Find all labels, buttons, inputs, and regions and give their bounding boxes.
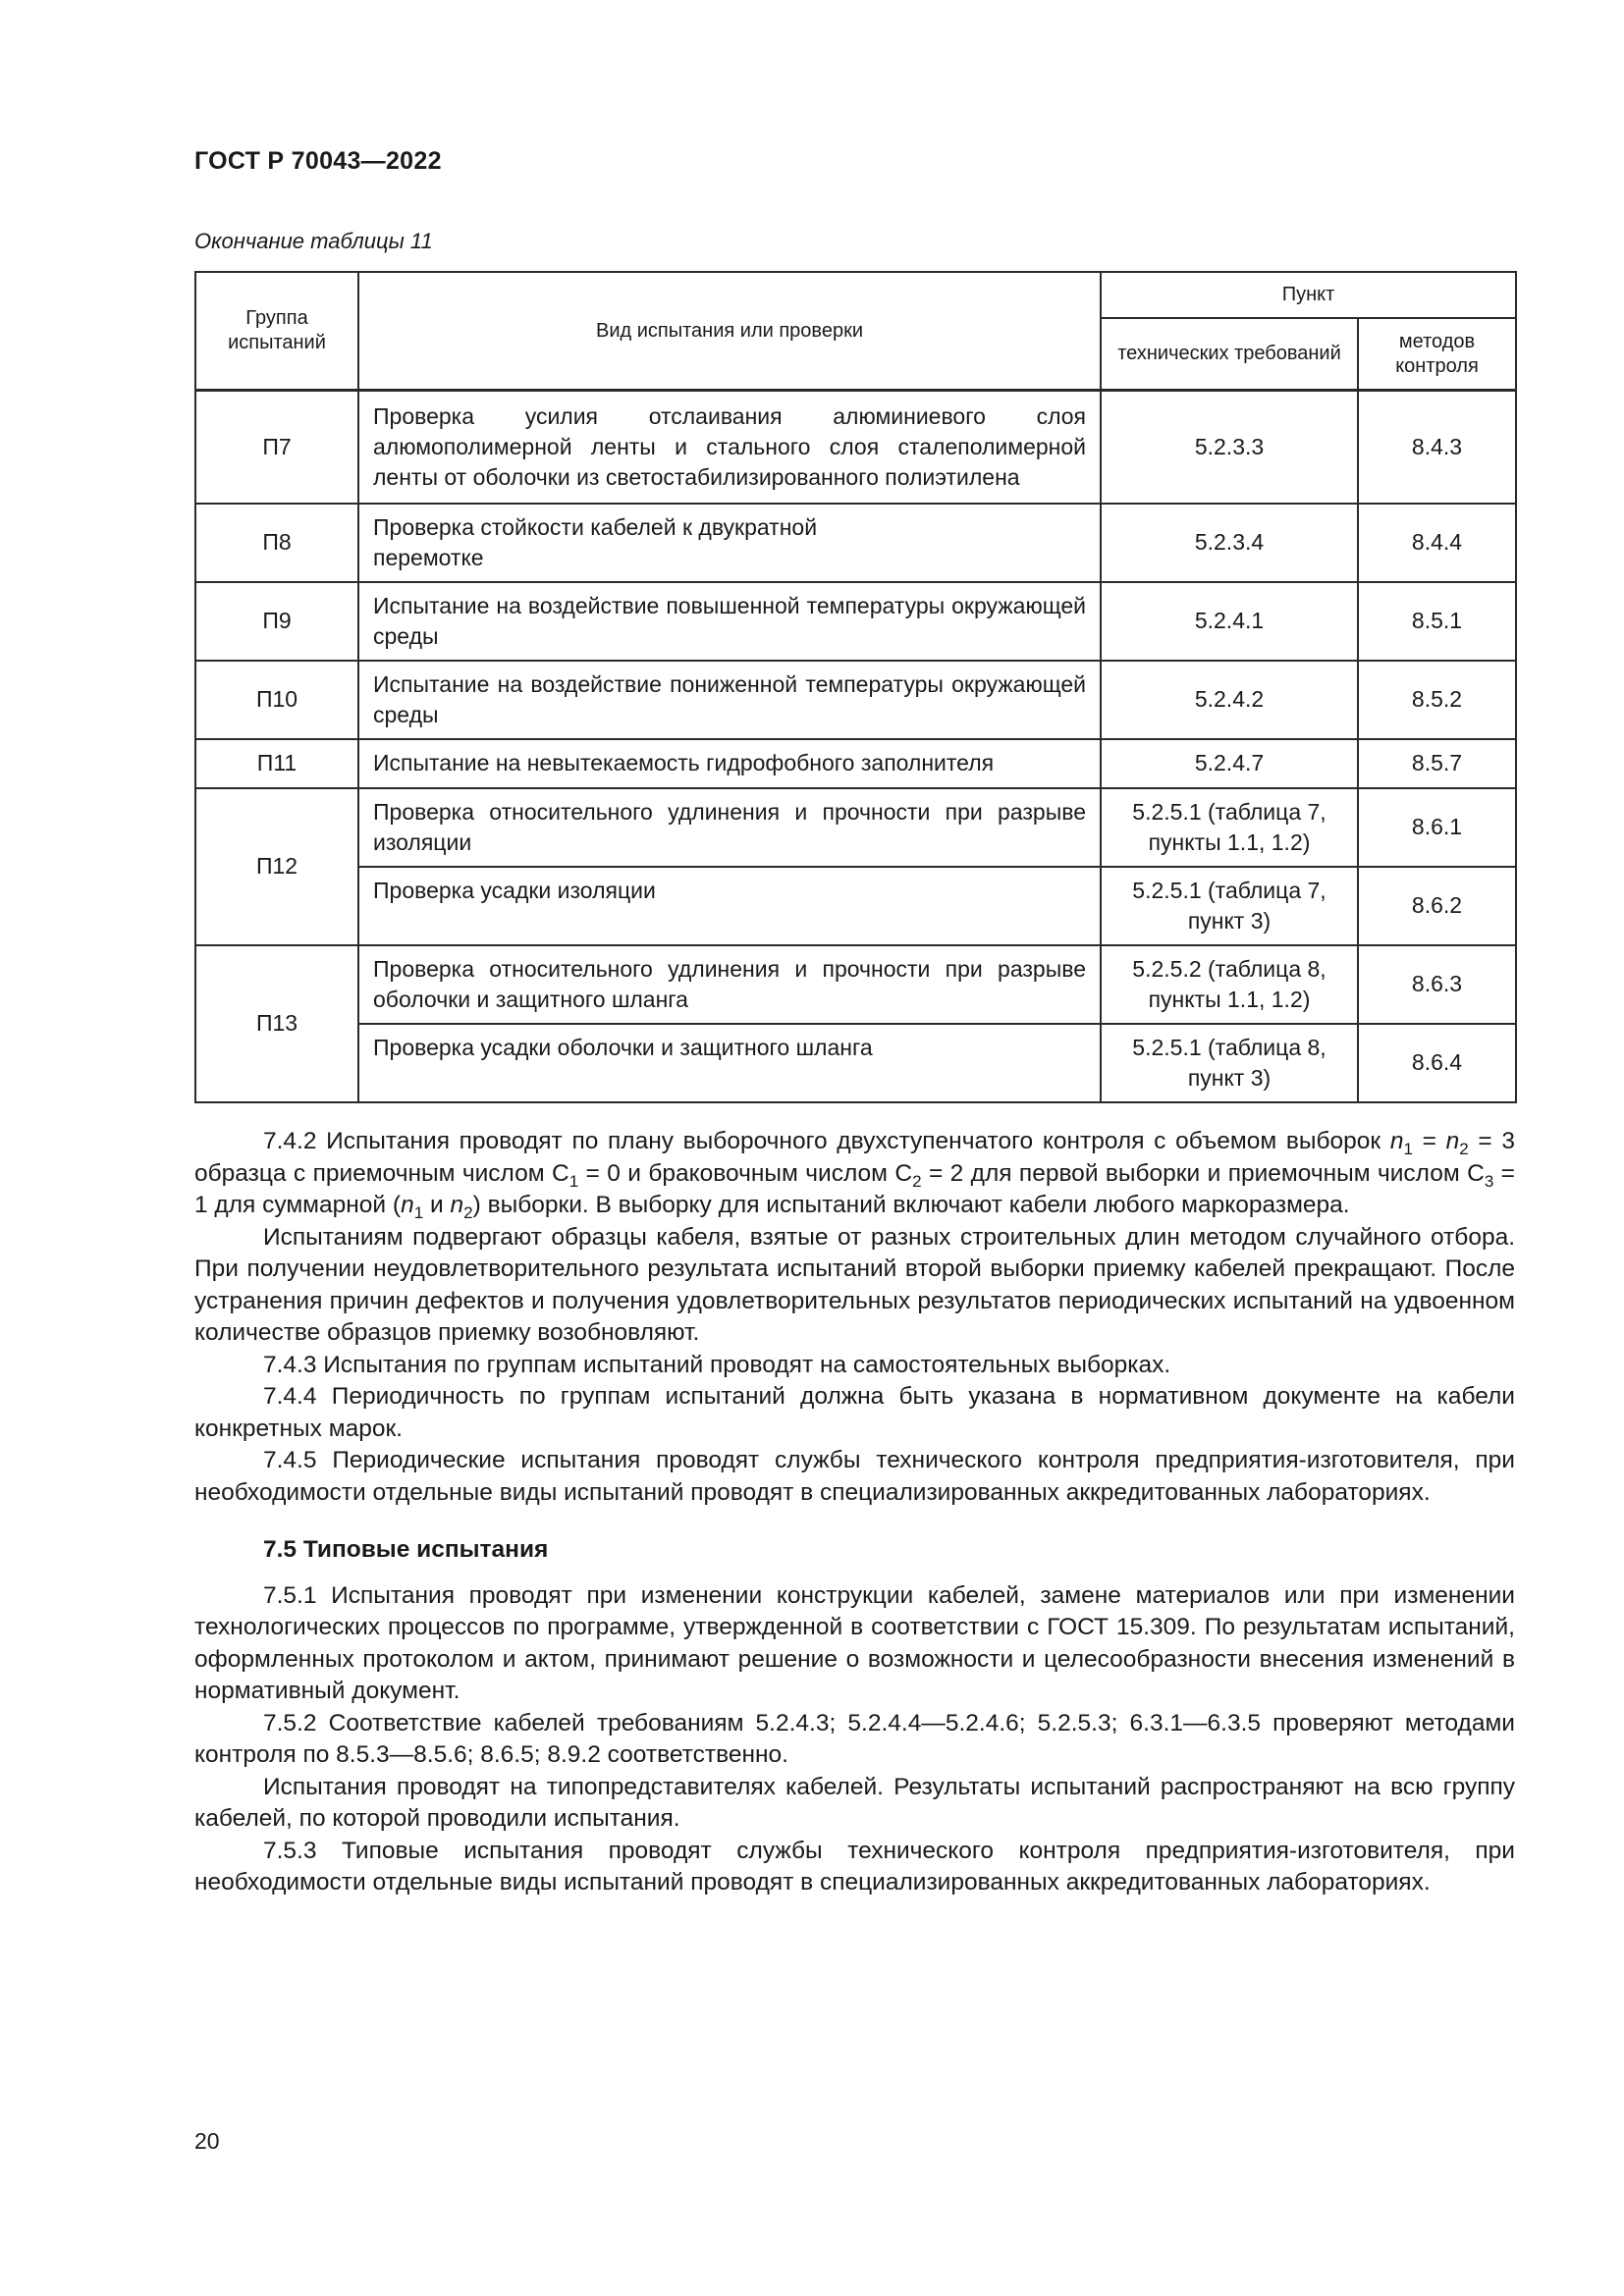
cell-method-clause: 8.5.7 [1358, 739, 1516, 788]
header-test-type: Вид испытания или проверки [358, 272, 1101, 391]
cell-test: Проверка усадки изоляции [358, 867, 1101, 945]
cell-tech-clause: 5.2.4.1 [1101, 582, 1358, 661]
cell-method-clause: 8.6.4 [1358, 1024, 1516, 1102]
cell-group: П12 [195, 788, 358, 945]
document-code-header: ГОСТ Р 70043—2022 [194, 147, 442, 175]
cell-tech-clause: 5.2.5.1 (таблица 8, пункт 3) [1101, 1024, 1358, 1102]
cell-method-clause: 8.5.1 [1358, 582, 1516, 661]
paragraph-7-4-2-b: Испытаниям подвергают образцы кабеля, взятые от разных строительных длин методом случайного отбора. При получении неудовлетворительного результата испытаний второй выборки приемку кабелей прекращают. После устранения причин дефектов и получения удовлетворительных результатов периодических испытаний на удвоенном количестве образцов приемку возобновляют. [194, 1223, 1515, 1346]
page-number: 20 [194, 2128, 220, 2154]
cell-group: П9 [195, 582, 358, 661]
paragraph-7-5-1: 7.5.1 Испытания проводят при изменении конструкции кабелей, замене материалов или при изменении технологических процессов по программе, утвержденной в соответствии с ГОСТ 15.309. По результатам испытаний, оформленных протоколом и актом, принимают решение о возможности и целесообразности внесения изменений в нормативный документ. [194, 1581, 1515, 1704]
table-caption: Окончание таблицы 11 [194, 229, 433, 253]
header-group: Группа испытаний [195, 272, 358, 391]
table-row [195, 945, 1516, 1024]
cell-test: Проверка усилия отслаивания алюминиевого слоя алюмополимерной ленты и стального слоя сталеполимерной ленты от оболочки из светостабилизированного полиэтилена [358, 391, 1101, 504]
section-heading-7-5: 7.5 Типовые испытания [263, 1536, 549, 1563]
cell-method-clause: 8.6.3 [1358, 945, 1516, 1024]
cell-method-clause: 8.6.2 [1358, 867, 1516, 945]
paragraph-7-5-2: 7.5.2 Соответствие кабелей требованиям 5.2.4.3; 5.2.4.4—5.2.4.6; 5.2.5.3; 6.3.1—6.3.5 проверяют методами контроля по 8.5.3—8.5.6; 8.6.5; 8.9.2 соответственно. [194, 1709, 1515, 1768]
cell-tech-clause: 5.2.5.1 (таблица 7, пункт 3) [1101, 867, 1358, 945]
table-row [195, 1024, 1516, 1102]
paragraph-7-4-4: 7.4.4 Периодичность по группам испытаний должна быть указана в нормативном документе на кабели конкретных марок. [194, 1383, 1515, 1442]
cell-group: П8 [195, 504, 358, 582]
cell-method-clause: 8.4.3 [1358, 391, 1516, 504]
cell-method-clause: 8.5.2 [1358, 661, 1516, 739]
cell-tech-clause: 5.2.4.7 [1101, 739, 1358, 788]
paragraph-7-4-5: 7.4.5 Периодические испытания проводят службы технического контроля предприятия-изготовителя, при необходимости отдельные виды испытаний проводят в специализированных аккредитованных лабораториях. [194, 1447, 1515, 1506]
cell-test: Проверка усадки оболочки и защитного шланга [358, 1024, 1101, 1102]
cell-test: Проверка стойкости кабелей к двукратной перемотке [358, 504, 1101, 582]
cell-group: П11 [195, 739, 358, 788]
cell-tech-clause: 5.2.4.2 [1101, 661, 1358, 739]
test-groups-table [194, 271, 1517, 1103]
cell-test: Испытание на воздействие пониженной температуры окружающей среды [358, 661, 1101, 739]
cell-test: Испытание на невытекаемость гидрофобного заполнителя [358, 739, 1101, 788]
table-row [195, 391, 1516, 504]
cell-test: Испытание на воздействие повышенной температуры окружающей среды [358, 582, 1101, 661]
header-control-methods: методов контроля [1358, 318, 1516, 391]
paragraph-7-5-3: 7.5.3 Типовые испытания проводят службы технического контроля предприятия-изготовителя, при необходимости отдельные виды испытаний проводят в специализированных аккредитованных лабораториях. [194, 1837, 1515, 1896]
paragraph-7-4-3: 7.4.3 Испытания по группам испытаний проводят на самостоятельных выборках. [263, 1351, 1171, 1378]
cell-test: Проверка относительного удлинения и прочности при разрыве изоляции [358, 788, 1101, 867]
cell-method-clause: 8.4.4 [1358, 504, 1516, 582]
cell-tech-clause: 5.2.3.4 [1101, 504, 1358, 582]
cell-tech-clause: 5.2.3.3 [1101, 391, 1358, 504]
table-row [195, 788, 1516, 867]
paragraph-7-4-2: 7.4.2 Испытания проводят по плану выборочного двухступенчатого контроля с объемом выборок $n_1 = n_2 = 3$ образца с приемочным числом $С_1 = 0$ и браковочным числом $С_2 = 2$ для первой выборки и приемочным числом $С_3 = 1$ для суммарной ($n_1$ и $n_2$) выборки. В выборку для испытаний включают кабели любого маркоразмера. [194, 1128, 1515, 1222]
table-row [195, 661, 1516, 739]
cell-method-clause: 8.6.1 [1358, 788, 1516, 867]
body-text [194, 1126, 1515, 1899]
paragraph-7-5-2-b: Испытания проводят на типопредставителях кабелей. Результаты испытаний распространяют на всю группу кабелей, по которой проводили испытания. [194, 1773, 1515, 1832]
table-row [195, 867, 1516, 945]
table-row [195, 582, 1516, 661]
cell-group: П10 [195, 661, 358, 739]
table-row [195, 739, 1516, 788]
cell-tech-clause: 5.2.5.2 (таблица 8, пункты 1.1, 1.2) [1101, 945, 1358, 1024]
header-tech-requirements: технических требований [1101, 318, 1358, 391]
cell-tech-clause: 5.2.5.1 (таблица 7, пункты 1.1, 1.2) [1101, 788, 1358, 867]
cell-group: П7 [195, 391, 358, 504]
table-row [195, 504, 1516, 582]
cell-test: Проверка относительного удлинения и прочности при разрыве оболочки и защитного шланга [358, 945, 1101, 1024]
table-header-row [195, 272, 1516, 318]
header-clause: Пункт [1101, 272, 1516, 318]
cell-group: П13 [195, 945, 358, 1102]
